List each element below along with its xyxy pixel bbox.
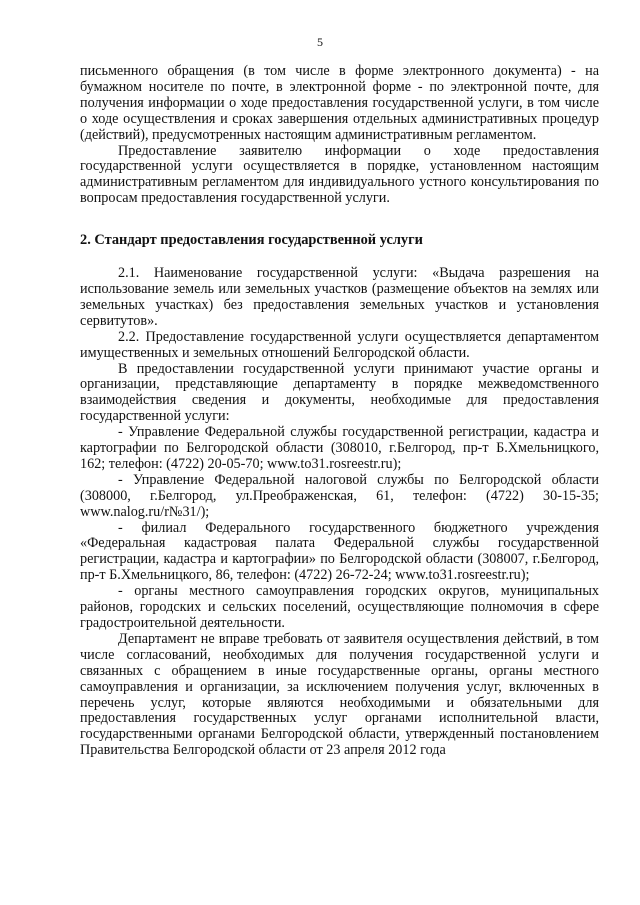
page-number: 5: [317, 35, 323, 49]
document-body: [80, 64, 599, 759]
paragraph: В предоставлении государственной услуги принимают участие органы и организации, представляющие департаменту в порядке межведомственного взаимодействия сведения и документы, необходимые для предоставления государственной услуги:: [80, 360, 599, 425]
paragraph: Департамент не вправе требовать от заявителя осуществления действий, в том числе согласований, необходимых для получения государственной услуги и связанных с обращением в иные государственные органы, органы местного самоуправления и организации, за исключением получения услуг, включенных в перечень услуг, которые являются необходимыми и обязательными для предоставления государственных услуг органами исполнительной власти, государственными органами Белгородской области, утвержденный постановлением Правительства Белгородской области от 23 апреля 2012 года: [80, 630, 599, 759]
paragraph: Предоставление заявителю информации о ходе предоставления государственной услуги осуществляется в порядке, установленном настоящим административным регламентом для индивидуального устного консультирования по вопросам предоставления государственной услуги.: [80, 142, 599, 207]
paragraph: 2.1. Наименование государственной услуги: «Выдача разрешения на использование земель или земельных участков (размещение объектов на землях или земельных участках) без предоставления земельных участков и установления сервитутов».: [80, 265, 599, 329]
section-heading: 2. Стандарт предоставления государственной услуги: [80, 232, 423, 249]
paragraph: 2.2. Предоставление государственной услуги осуществляется департаментом имущественных и земельных отношений Белгородской области.: [80, 328, 599, 361]
list-item: - филиал Федерального государственного бюджетного учреждения «Федеральная кадастровая палата Федеральной службы государственной регистрации, кадастра и картографии» по Белгородской области (308007, г.Белгород, пр-т Б.Хмельницкого, 86, телефон: (4722) 26-72-24; www.to31.rosreestr.ru);: [80, 519, 599, 584]
list-item: - органы местного самоуправления городских округов, муниципальных районов, городских и сельских поселений, осуществляющие полномочия в сфере градостроительной деятельности.: [80, 583, 599, 631]
list-item: - Управление Федеральной службы государственной регистрации, кадастра и картографии по Белгородской области (308010, г.Белгород, пр-т Б.Хмельницкого, 162; телефон: (4722) 20-05-70; www.to31.rosreestr.ru);: [80, 424, 599, 472]
paragraph: письменного обращения (в том числе в форме электронного документа) - на бумажном носителе по почте, в электронной форме - по электронной почте, для получения информации о ходе предоставления государственной услуги, в том числе о ходе осуществления и сроках завершения отдельных административных процедур (действий), предусмотренных настоящим административным регламентом.: [80, 63, 599, 143]
list-item: - Управление Федеральной налоговой службы по Белгородской области (308000, г.Белгород, ул.Преображенская, 61, телефон: (4722) 30-15-35; www.nalog.ru/r№31/);: [80, 471, 599, 520]
